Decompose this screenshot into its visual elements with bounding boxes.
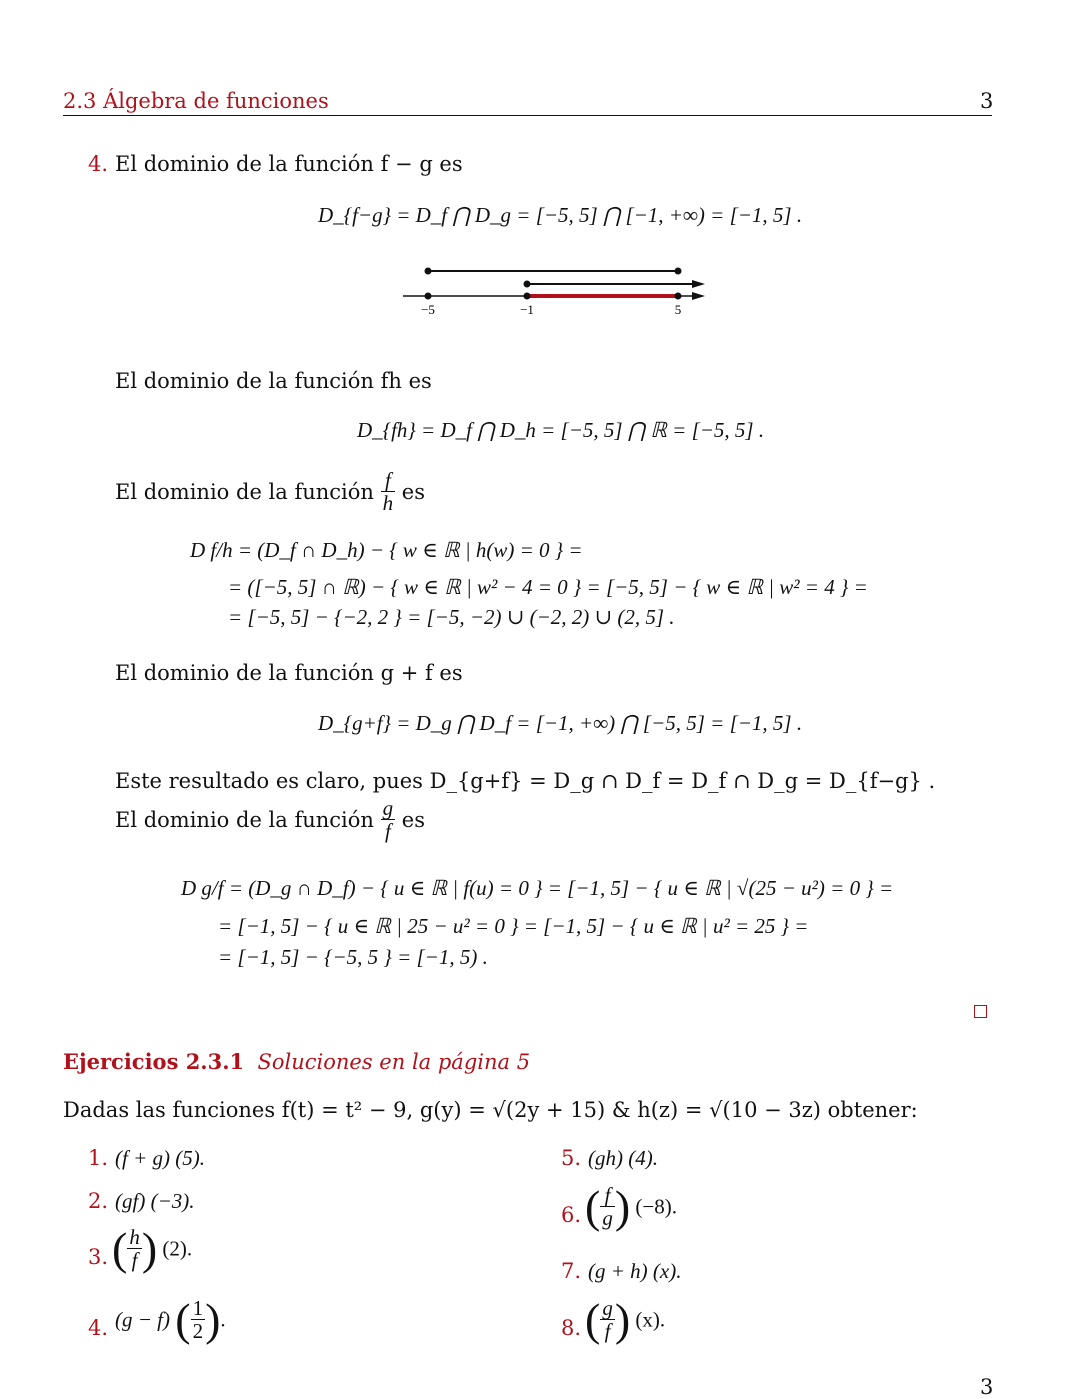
- left-paren: (: [585, 1294, 601, 1345]
- exercise-expr: [115, 1294, 226, 1345]
- fraction: [600, 1298, 615, 1342]
- f-over-h-intro: [115, 470, 425, 514]
- exercise-expr: (g + h) (x).: [588, 1259, 682, 1283]
- exercises-heading: [63, 1049, 530, 1074]
- interval-g-arrow: [692, 280, 705, 288]
- exercises-title: Ejercicios 2.3.1: [63, 1049, 245, 1074]
- tick-label-5: 5: [674, 302, 682, 317]
- exercise-number: 7.: [561, 1259, 582, 1283]
- domain-g-over-f-line1: D g/f = (D_g ∩ D_f) − { u ∈ ℝ | f(u) = 0 } = [−1, 5] − { u ∈ ℝ | √(25 − u²) = 0 } =: [181, 876, 894, 900]
- axis-arrow: [692, 292, 705, 300]
- frac-den: f: [127, 1248, 142, 1271]
- running-header-page: 3: [980, 89, 994, 113]
- intro-end: es: [401, 808, 426, 832]
- exercise-expr: [585, 1294, 666, 1345]
- frac-num: 1: [192, 1296, 204, 1320]
- exercise-number: 1.: [88, 1146, 109, 1170]
- footer-page-number: 3: [980, 1375, 994, 1399]
- exercise-expr: (gf) (−3).: [115, 1189, 195, 1213]
- fraction: [127, 1227, 142, 1271]
- interval-g-dot: [524, 281, 531, 288]
- exercises-solutions-link[interactable]: Soluciones en la página 5: [257, 1050, 531, 1074]
- exercise-tail: (−8).: [635, 1194, 677, 1219]
- fh-intro: El dominio de la función fh es: [115, 369, 432, 393]
- interval-f-right-dot: [675, 268, 682, 275]
- frac-den: f: [600, 1319, 615, 1342]
- g-plus-f-intro: El dominio de la función g + f es: [115, 661, 463, 685]
- number-line-diagram: [395, 260, 715, 320]
- domain-g-over-f-line2: = [−1, 5] − { u ∈ ℝ | 25 − u² = 0 } = [−1, 5] − { u ∈ ℝ | u² = 25 } =: [218, 914, 809, 938]
- fraction: [600, 1185, 615, 1229]
- remark-text: Este resultado es claro, pues D_{g+f} = D_g ∩ D_f = D_f ∩ D_g = D_{f−g} .: [115, 769, 936, 793]
- exercise-tail: (2).: [162, 1236, 193, 1261]
- interval-f-left-dot: [425, 268, 432, 275]
- domain-equation-g-plus-f: D_{g+f} = D_g ⋂ D_f = [−1, +∞) ⋂ [−5, 5] = [−1, 5] .: [318, 711, 803, 735]
- exercise-number: 8.: [561, 1316, 582, 1340]
- tick-dot-5: [675, 293, 682, 300]
- frac-den: g: [602, 1206, 613, 1230]
- frac-num: f: [604, 1183, 611, 1207]
- exercise-expr: [585, 1181, 677, 1232]
- item-number: 4.: [88, 152, 109, 176]
- intro-end: es: [401, 480, 426, 504]
- exercise-number: 5.: [561, 1146, 582, 1170]
- exercise-tail: .: [220, 1307, 226, 1332]
- frac-num: g: [382, 796, 394, 820]
- intro-text: El dominio de la función: [115, 480, 374, 504]
- right-paren: ): [205, 1294, 221, 1345]
- frac-den: h: [382, 491, 394, 515]
- right-paren: ): [614, 1181, 631, 1232]
- domain-equation-fh: D_{fh} = D_f ⋂ D_h = [−5, 5] ⋂ ℝ = [−5, 5] .: [357, 418, 765, 442]
- left-paren: (: [175, 1294, 191, 1345]
- fraction: [191, 1298, 206, 1342]
- right-paren: ): [614, 1294, 631, 1345]
- right-paren: ): [141, 1223, 158, 1274]
- qed-square-icon: [974, 1005, 987, 1018]
- tick-label-minus1: −1: [520, 302, 534, 317]
- fraction-g-over-f: [381, 798, 396, 842]
- exercise-expr: (f + g) (5).: [115, 1146, 205, 1170]
- domain-equation-f-minus-g: D_{f−g} = D_f ⋂ D_g = [−5, 5] ⋂ [−1, +∞) = [−1, 5] .: [318, 203, 803, 227]
- domain-f-over-h-line3: = [−5, 5] − {−2, 2 } = [−5, −2) ∪ (−2, 2) ∪ (2, 5] .: [228, 605, 675, 629]
- exercise-number: 4.: [88, 1316, 109, 1340]
- domain-g-over-f-line3: = [−1, 5] − {−5, 5 } = [−1, 5) .: [218, 945, 488, 969]
- exercise-number: 2.: [88, 1189, 109, 1213]
- item-intro: El dominio de la función f − g es: [115, 152, 463, 176]
- tick-dot-minus5: [425, 293, 432, 300]
- exercises-statement: Dadas las funciones f(t) = t² − 9, g(y) = √(2y + 15) & h(z) = √(10 − 3z) obtener:: [63, 1098, 918, 1122]
- left-paren: (: [112, 1223, 128, 1274]
- tick-dot-minus1: [524, 293, 531, 300]
- frac-num: g: [602, 1296, 613, 1320]
- left-paren: (: [585, 1181, 601, 1232]
- exercise-head: (g − f): [115, 1307, 170, 1332]
- exercise-number: 6.: [561, 1203, 582, 1227]
- header-rule: [63, 115, 992, 116]
- domain-f-over-h-line2: = ([−5, 5] ∩ ℝ) − { w ∈ ℝ | w² − 4 = 0 } = [−5, 5] − { w ∈ ℝ | w² = 4 } =: [228, 575, 868, 599]
- frac-num: f: [384, 468, 391, 492]
- intro-text: El dominio de la función: [115, 808, 374, 832]
- frac-num: h: [129, 1225, 140, 1249]
- frac-den: f: [381, 819, 396, 842]
- exercise-expr: (gh) (4).: [588, 1146, 658, 1170]
- frac-den: 2: [192, 1319, 204, 1343]
- running-header-section: 2.3 Álgebra de funciones: [63, 89, 329, 113]
- tick-label-minus5: −5: [421, 302, 435, 317]
- g-over-f-intro: [115, 798, 425, 842]
- exercise-tail: (x).: [635, 1307, 666, 1332]
- fraction-f-over-h: [381, 470, 396, 514]
- domain-f-over-h-line1: D f/h = (D_f ∩ D_h) − { w ∈ ℝ | h(w) = 0 } =: [190, 538, 583, 562]
- exercise-number: 3.: [88, 1245, 109, 1269]
- exercise-expr: [112, 1223, 193, 1274]
